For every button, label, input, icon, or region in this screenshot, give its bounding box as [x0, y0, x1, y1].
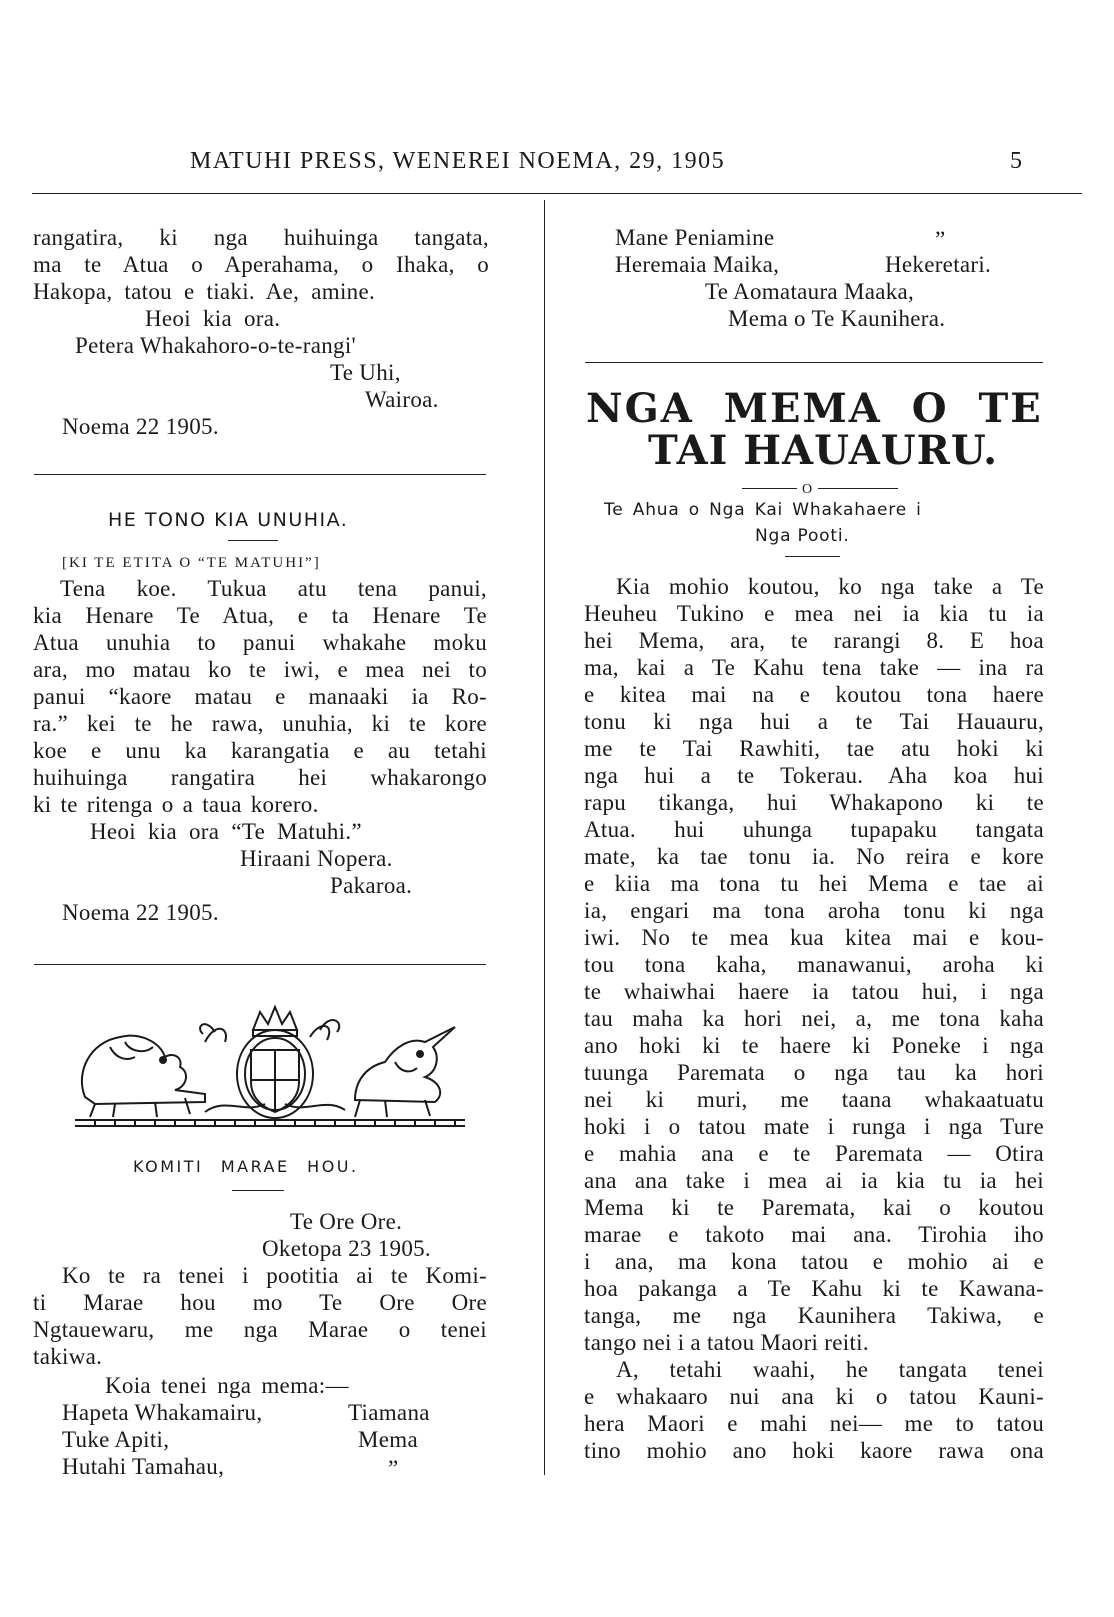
- article-line: Mema ki te Paremata, kai o koutou: [584, 1195, 1044, 1220]
- member-role: ”: [388, 1456, 399, 1481]
- letter-two-line: panui “kaore matau e manaaki ia Ro-: [33, 684, 487, 709]
- article-line: Kia mohio koutou, ko nga take a Te: [616, 574, 1044, 599]
- section-rule: [34, 964, 486, 965]
- article-line: tuunga Paremata o nga tau ka hori: [584, 1060, 1044, 1085]
- article-line: i ana, ma kona tatou e mohio ai e: [584, 1249, 1044, 1274]
- header-rule: [32, 193, 1082, 194]
- article-title: NGA MEMA O TE: [586, 385, 1043, 432]
- title-divider-mark: O: [802, 482, 813, 497]
- letter-three-heading: KOMITI MARAE HOU.: [133, 1157, 359, 1176]
- article-subtitle: Te Ahua o Nga Kai Whakahaere i: [604, 500, 922, 520]
- member-role: ”: [935, 227, 946, 252]
- page-header-title: MATUHI PRESS, WENEREI NOEMA, 29, 1905: [190, 148, 726, 174]
- letter-two-line: ki te ritenga o a taua korero.: [33, 792, 319, 817]
- letter-two-salutation: [KI TE ETITA O “TE MATUHI”]: [62, 555, 321, 571]
- letter-two-place: Pakaroa.: [330, 873, 413, 898]
- subtitle-underline: [785, 556, 840, 557]
- article-line: tango nei i a tatou Maori reiti.: [584, 1330, 869, 1355]
- article-line: ano hoki ki te haere ki Poneke i nga: [584, 1033, 1044, 1058]
- letter-two-line: Tena koe. Tukua atu tena panui,: [60, 576, 487, 601]
- letter-one-line: Hakopa, tatou e tiaki. Ae, amine.: [33, 279, 375, 304]
- royal-coat-of-arms-icon: [55, 1002, 485, 1132]
- article-line: e kitea mai na e koutou tona haere: [584, 682, 1044, 707]
- heading-underline: [228, 540, 278, 541]
- article-line: me te Tai Rawhiti, tae atu hoki ki: [584, 736, 1044, 761]
- article-line: hoa pakanga a Te Kahu ki te Kawana-: [584, 1276, 1044, 1301]
- article-line: e whakaaro nui ana ki o tatou Kauni-: [584, 1384, 1044, 1409]
- article-line: e mahia ana e te Paremata — Otira: [584, 1141, 1044, 1166]
- article-line: e kiia ma tona tu hei Mema e tae ai: [584, 871, 1044, 896]
- letter-two-line: ra.” kei te he rawa, unuhia, ki te kore: [33, 711, 487, 736]
- member-role: Hekeretari.: [885, 252, 992, 277]
- article-subtitle: Nga Pooti.: [755, 526, 850, 546]
- article-line: tou tona kaha, manawanui, aroha ki: [584, 952, 1044, 977]
- committee-signer-title: Mema o Te Kaunihera.: [728, 306, 946, 331]
- members-intro: Koia tenei nga mema:—: [105, 1373, 349, 1398]
- member-name: Hutahi Tamahau,: [62, 1454, 225, 1479]
- member-role: Tiamana: [348, 1400, 430, 1425]
- column-divider: [544, 200, 545, 1475]
- article-line: tanga, me nga Kaunihera Takiwa, e: [584, 1303, 1044, 1328]
- letter-one-line: rangatira, ki nga huihuinga tangata,: [33, 225, 489, 250]
- article-line: nga hui a te Tokerau. Aha koa hui: [584, 763, 1044, 788]
- member-name: Tuke Apiti,: [62, 1427, 170, 1452]
- letter-two-line: kia Henare Te Atua, e ta Henare Te: [33, 603, 487, 628]
- letter-three-date: Oketopa 23 1905.: [262, 1236, 431, 1261]
- section-rule: [34, 474, 486, 475]
- letter-three-line: takiwa.: [33, 1344, 103, 1369]
- letter-one-date: Noema 22 1905.: [62, 414, 219, 439]
- letter-two-signer: Hiraani Nopera.: [240, 846, 393, 871]
- article-line: hoki i o tatou mate i runga i nga Ture: [584, 1114, 1044, 1139]
- letter-two-closing: Heoi kia ora “Te Matuhi.”: [90, 819, 362, 844]
- article-line: A, tetahi waahi, he tangata tenei: [616, 1357, 1044, 1382]
- article-line: iwi. No te mea kua kitea mai e kou-: [584, 925, 1044, 950]
- letter-one-closing: Heoi kia ora.: [145, 306, 281, 331]
- article-line: hei Mema, ara, te rarangi 8. E hoa: [584, 628, 1044, 653]
- article-line: ma, kai a Te Kahu tena take — ina ra: [584, 655, 1044, 680]
- letter-two-line: koe e unu ka karangatia e au tetahi: [33, 738, 487, 763]
- letter-two-line: huihuinga rangatira hei whakarongo: [33, 765, 487, 790]
- article-line: hera Maori e mahi nei— me to tatou: [584, 1411, 1044, 1436]
- article-line: ana ana take i mea ai ia kia tu ia hei: [584, 1168, 1044, 1193]
- letter-one-signer: Petera Whakahoro-o-te-rangi': [75, 333, 356, 358]
- letter-three-place: Te Ore Ore.: [290, 1209, 403, 1234]
- article-line: tonu ki nga hui a te Tai Hauauru,: [584, 709, 1044, 734]
- article-line: te whaiwhai haere ia tatou hui, i nga: [584, 979, 1044, 1004]
- letter-two-line: ara, mo matau ko te iwi, e mea nei to: [33, 657, 487, 682]
- letter-three-line: Ngtauewaru, me nga Marae o tenei: [33, 1317, 487, 1342]
- member-role: Mema: [358, 1427, 418, 1452]
- member-name: Heremaia Maika,: [615, 252, 780, 277]
- article-line: Atua. hui uhunga tupapaku tangata: [584, 817, 1044, 842]
- heading-underline: [232, 1190, 284, 1191]
- letter-two-line: Atua unuhia to panui whakahe moku: [33, 630, 487, 655]
- article-line: ia, engari ma tona aroha tonu ki nga: [584, 898, 1044, 923]
- letter-two-date: Noema 22 1905.: [62, 900, 219, 925]
- letter-three-line: Ko te ra tenei i pootitia ai te Komi-: [62, 1263, 487, 1288]
- letter-three-line: ti Marae hou mo Te Ore Ore: [33, 1290, 487, 1315]
- article-line: tau maha ka hori nei, a, me tona kaha: [584, 1006, 1044, 1031]
- article-line: mate, ka tae tonu ia. No reira e kore: [584, 844, 1044, 869]
- section-rule: [585, 362, 1043, 363]
- letter-one-place: Te Uhi,: [330, 360, 401, 385]
- letter-one-place: Wairoa.: [365, 387, 439, 412]
- article-line: tino mohio ano hoki kaore rawa ona: [584, 1438, 1044, 1463]
- committee-signer: Te Aomataura Maaka,: [705, 279, 915, 304]
- letter-one-line: ma te Atua o Aperahama, o Ihaka, o: [33, 252, 489, 277]
- article-line: marae e takoto mai ana. Tirohia iho: [584, 1222, 1044, 1247]
- title-divider-left: [742, 488, 797, 489]
- article-title: TAI HAUAURU.: [648, 427, 999, 474]
- page-number: 5: [1010, 148, 1024, 174]
- member-name: Mane Peniamine: [615, 225, 775, 250]
- article-line: rapu tikanga, hui Whakapono ki te: [584, 790, 1044, 815]
- member-name: Hapeta Whakamairu,: [62, 1400, 263, 1425]
- article-line: nei ki muri, me taana whakaatuatu: [584, 1087, 1044, 1112]
- title-divider-right: [818, 488, 898, 489]
- article-line: Heuheu Tukino e mea nei ia kia tu ia: [584, 601, 1044, 626]
- letter-two-heading: HE TONO KIA UNUHIA.: [108, 509, 349, 531]
